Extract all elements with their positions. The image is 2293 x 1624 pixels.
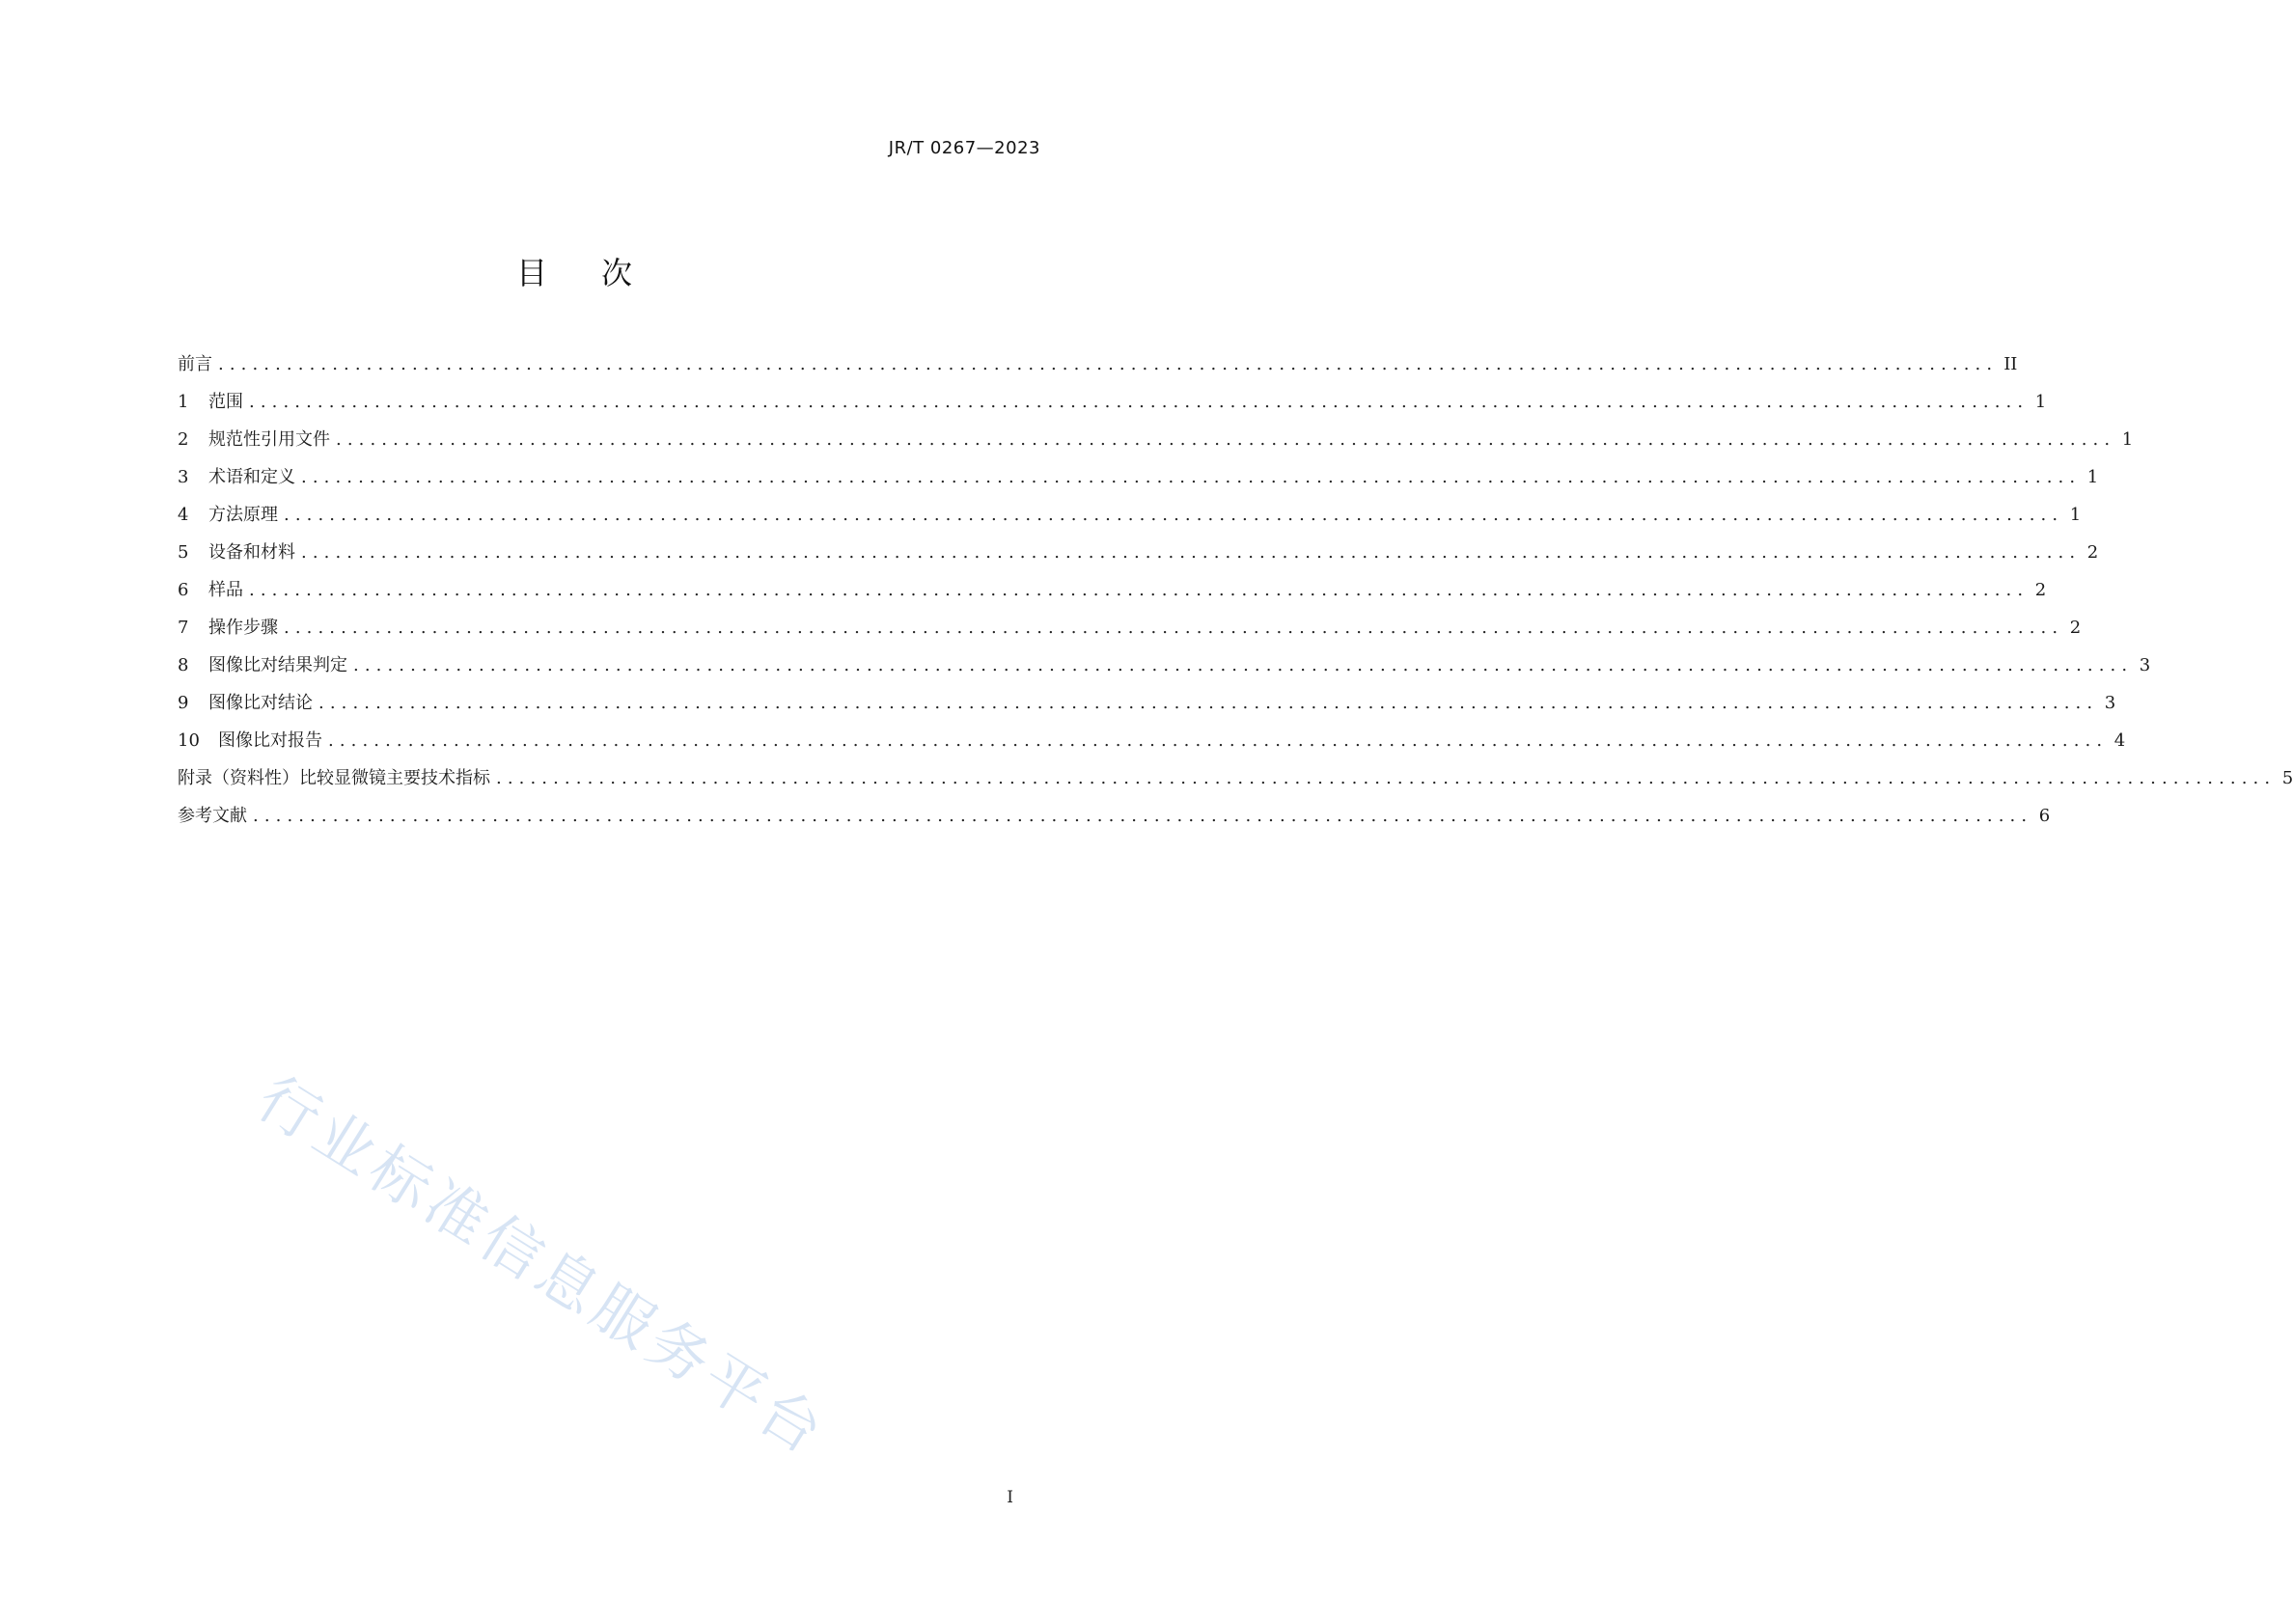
toc-item-page: 2 xyxy=(2086,542,2099,563)
toc-item-scope[interactable] xyxy=(178,383,2047,421)
toc-item-terms-definitions[interactable] xyxy=(178,458,2099,496)
toc-item-conclusion[interactable] xyxy=(178,684,2116,722)
toc-item-number: 8 xyxy=(178,655,189,675)
toc-dot-leader: ............................................................................................................................................................ xyxy=(318,693,2099,713)
toc-item-principle[interactable] xyxy=(178,496,2082,534)
toc-dot-leader: ............................................................................................................................................................ xyxy=(496,768,2277,788)
toc-item-appendix[interactable] xyxy=(178,759,2293,797)
toc-item-samples[interactable] xyxy=(178,571,2047,609)
toc-item-normative-references[interactable] xyxy=(178,421,2134,458)
toc-dot-leader: ............................................................................................................................................................ xyxy=(218,354,1999,374)
toc-item-page: 1 xyxy=(2121,429,2134,450)
toc-item-page: II xyxy=(2003,354,2018,374)
toc-item-label: 方法原理 xyxy=(208,505,278,525)
toc-item-page: 6 xyxy=(2038,806,2051,826)
toc-item-label: 图像比对结论 xyxy=(208,693,313,713)
toc-item-page: 5 xyxy=(2281,768,2293,788)
table-of-contents xyxy=(178,345,2293,835)
toc-item-label: 设备和材料 xyxy=(208,542,295,563)
page-number: I xyxy=(1007,1488,1013,1507)
toc-dot-leader: ............................................................................................................................................................ xyxy=(301,542,2082,563)
toc-dot-leader: ............................................................................................................................................................ xyxy=(301,467,2082,487)
toc-item-number: 6 xyxy=(178,580,189,600)
toc-item-label: 术语和定义 xyxy=(208,467,295,487)
toc-item-number: 7 xyxy=(178,618,189,638)
toc-item-label: 操作步骤 xyxy=(208,618,278,638)
toc-item-page: 1 xyxy=(2034,392,2047,412)
toc-item-number: 4 xyxy=(178,505,189,525)
toc-dot-leader: ............................................................................................................................................................ xyxy=(284,618,2064,638)
toc-item-label: 样品 xyxy=(208,580,243,600)
document-code: JR/T 0267—2023 xyxy=(888,138,1040,158)
toc-item-number: 1 xyxy=(178,392,189,412)
toc-item-number: 5 xyxy=(178,542,189,563)
toc-dot-leader: ............................................................................................................................................................ xyxy=(253,806,2033,826)
toc-item-label: 范围 xyxy=(208,392,243,412)
toc-item-label: 图像比对报告 xyxy=(218,730,322,751)
toc-item-number: 2 xyxy=(178,429,189,450)
page-title: 目次 xyxy=(515,255,686,291)
toc-item-bibliography[interactable] xyxy=(178,797,2051,835)
toc-item-label: 参考文献 xyxy=(178,806,247,826)
toc-item-label: 图像比对结果判定 xyxy=(208,655,347,675)
toc-item-page: 3 xyxy=(2104,693,2116,713)
toc-item-report[interactable] xyxy=(178,722,2126,759)
toc-dot-leader: ............................................................................................................................................................ xyxy=(249,580,2030,600)
toc-item-number: 3 xyxy=(178,467,189,487)
toc-item-label: 规范性引用文件 xyxy=(208,429,330,450)
toc-item-foreword[interactable] xyxy=(178,345,2018,383)
toc-item-page: 4 xyxy=(2113,730,2126,751)
toc-item-label: 附录（资料性）比较显微镜主要技术指标 xyxy=(178,768,490,788)
toc-item-page: 3 xyxy=(2139,655,2151,675)
toc-item-number: 10 xyxy=(178,730,200,751)
toc-item-page: 1 xyxy=(2069,505,2082,525)
toc-item-label: 前言 xyxy=(178,354,212,374)
toc-dot-leader: ............................................................................................................................................................ xyxy=(328,730,2109,751)
toc-item-page: 2 xyxy=(2069,618,2082,638)
toc-item-page: 1 xyxy=(2086,467,2099,487)
toc-dot-leader: ............................................................................................................................................................ xyxy=(336,429,2116,450)
toc-item-page: 2 xyxy=(2034,580,2047,600)
toc-dot-leader: ............................................................................................................................................................ xyxy=(284,505,2064,525)
toc-dot-leader: ............................................................................................................................................................ xyxy=(249,392,2030,412)
toc-item-number: 9 xyxy=(178,693,189,713)
toc-item-equipment-materials[interactable] xyxy=(178,534,2099,571)
watermark-text: 行业标准信息服务平台 xyxy=(245,1062,840,1471)
toc-dot-leader: ............................................................................................................................................................ xyxy=(353,655,2134,675)
toc-item-result-judgement[interactable] xyxy=(178,647,2151,684)
toc-item-procedure[interactable] xyxy=(178,609,2082,647)
